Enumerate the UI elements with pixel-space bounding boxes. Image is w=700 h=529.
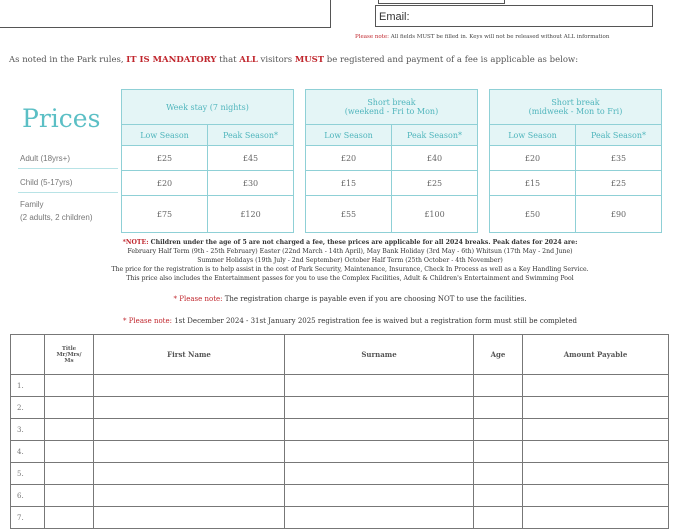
price-cell: £35	[576, 146, 662, 171]
note-line: February Half Term (9th - 25th February) Easter (22nd March - 14th April), May Bank Holiday (3rd May - 6th) Whitsun (17th May - 2nd June)	[127, 248, 573, 255]
low-season-header: Low Season	[122, 125, 208, 146]
price-cell: £15	[490, 171, 576, 196]
price-cell: £90	[576, 196, 662, 233]
row-label-family: Family	[20, 200, 44, 209]
amount-input[interactable]	[523, 441, 669, 463]
note-line: * Please note: The registration charge is payable even if you are choosing NOT to use the facilities.	[173, 295, 527, 303]
surname-input[interactable]	[285, 375, 474, 397]
age-input[interactable]	[474, 485, 523, 507]
table-row: 3.	[11, 419, 669, 441]
price-cell: £15	[306, 171, 392, 196]
fields-notice: Please note: All fields MUST be filled in. Keys will not be released without ALL information	[355, 34, 610, 40]
surname-input[interactable]	[285, 397, 474, 419]
title-column-header: Title Mr/Mrs/ Ms	[45, 335, 94, 375]
price-cell: £50	[490, 196, 576, 233]
table-row: 2.	[11, 397, 669, 419]
title-input[interactable]	[45, 441, 94, 463]
note-line: The price for the registration is to help assist in the cost of Park Security, Maintenance, Insurance, Check In Process as well as a Key Handling Service.	[111, 266, 589, 273]
price-cell: £20	[122, 171, 208, 196]
row-label-family-detail: (2 adults, 2 children)	[20, 213, 93, 222]
first-name-input[interactable]	[94, 441, 285, 463]
title-input[interactable]	[45, 507, 94, 529]
note-line: This price also includes the Entertainment passes for you to use the Complex Facilities, Adult & Children's Entertainment and Swimming Pool	[126, 275, 574, 282]
amount-input[interactable]	[523, 375, 669, 397]
title-input[interactable]	[45, 485, 94, 507]
table-row: 1.	[11, 375, 669, 397]
surname-input[interactable]	[285, 419, 474, 441]
title-input[interactable]	[45, 463, 94, 485]
intro-text: As noted in the Park rules, IT IS MANDATORY that ALL visitors MUST be registered and payment of a fee is applicable as below:	[9, 55, 579, 65]
surname-input[interactable]	[285, 441, 474, 463]
price-cell: £75	[122, 196, 208, 233]
amount-input[interactable]	[523, 485, 669, 507]
price-cell: £25	[576, 171, 662, 196]
email-label: Email:	[379, 11, 410, 23]
row-label-adult: Adult (18yrs+)	[20, 154, 71, 163]
peak-season-header: Peak Season*	[576, 125, 662, 146]
amount-input[interactable]	[523, 463, 669, 485]
price-cell: £40	[392, 146, 478, 171]
age-input[interactable]	[474, 463, 523, 485]
amount-header: Amount Payable	[523, 335, 669, 375]
age-input[interactable]	[474, 507, 523, 529]
price-table-weekend	[305, 89, 478, 233]
age-input[interactable]	[474, 397, 523, 419]
group-title: Week stay (7 nights)	[122, 90, 294, 125]
price-cell: £25	[122, 146, 208, 171]
table-row: 7.	[11, 507, 669, 529]
address-box	[0, 0, 331, 28]
table-row: 4.	[11, 441, 669, 463]
group-title: Short break (midweek - Mon to Fri)	[490, 90, 662, 125]
title-input[interactable]	[45, 419, 94, 441]
phone-field[interactable]	[378, 0, 505, 4]
group-title: Short break (weekend - Fri to Mon)	[306, 90, 478, 125]
prices-title: Prices	[22, 104, 101, 133]
low-season-header: Low Season	[306, 125, 392, 146]
first-name-input[interactable]	[94, 507, 285, 529]
age-input[interactable]	[474, 375, 523, 397]
row-number-header	[11, 335, 45, 375]
price-cell: £30	[208, 171, 294, 196]
price-cell: £20	[490, 146, 576, 171]
table-row: 6.	[11, 485, 669, 507]
note-line: Summer Holidays (19th July - 2nd September) October Half Term (25th October - 4th November)	[197, 257, 503, 264]
row-divider	[18, 192, 118, 193]
price-cell: £55	[306, 196, 392, 233]
age-input[interactable]	[474, 441, 523, 463]
age-input[interactable]	[474, 419, 523, 441]
surname-input[interactable]	[285, 463, 474, 485]
surname-header: Surname	[285, 335, 474, 375]
note-line: *NOTE: Children under the age of 5 are not charged a fee, these prices are applicable for all 2024 breaks. Peak dates for 2024 are:	[122, 239, 578, 246]
title-input[interactable]	[45, 397, 94, 419]
table-row: 5.	[11, 463, 669, 485]
first-name-input[interactable]	[94, 419, 285, 441]
amount-input[interactable]	[523, 419, 669, 441]
peak-season-header: Peak Season*	[392, 125, 478, 146]
age-header: Age	[474, 335, 523, 375]
title-input[interactable]	[45, 375, 94, 397]
price-cell: £45	[208, 146, 294, 171]
amount-input[interactable]	[523, 397, 669, 419]
first-name-input[interactable]	[94, 375, 285, 397]
amount-input[interactable]	[523, 507, 669, 529]
price-cell: £100	[392, 196, 478, 233]
peak-season-header: Peak Season*	[208, 125, 294, 146]
email-field[interactable]	[375, 5, 653, 27]
surname-input[interactable]	[285, 507, 474, 529]
price-cell: £120	[208, 196, 294, 233]
first-name-input[interactable]	[94, 485, 285, 507]
low-season-header: Low Season	[490, 125, 576, 146]
row-divider	[18, 168, 118, 169]
note-line: * Please note: 1st December 2024 - 31st January 2025 registration fee is waived but a registration form must still be completed	[123, 317, 577, 325]
first-name-input[interactable]	[94, 397, 285, 419]
row-label-child: Child (5-17yrs)	[20, 178, 73, 187]
surname-input[interactable]	[285, 485, 474, 507]
price-table-week	[121, 89, 294, 233]
price-table-midweek	[489, 89, 662, 233]
first-name-header: First Name	[94, 335, 285, 375]
first-name-input[interactable]	[94, 463, 285, 485]
price-cell: £25	[392, 171, 478, 196]
price-cell: £20	[306, 146, 392, 171]
